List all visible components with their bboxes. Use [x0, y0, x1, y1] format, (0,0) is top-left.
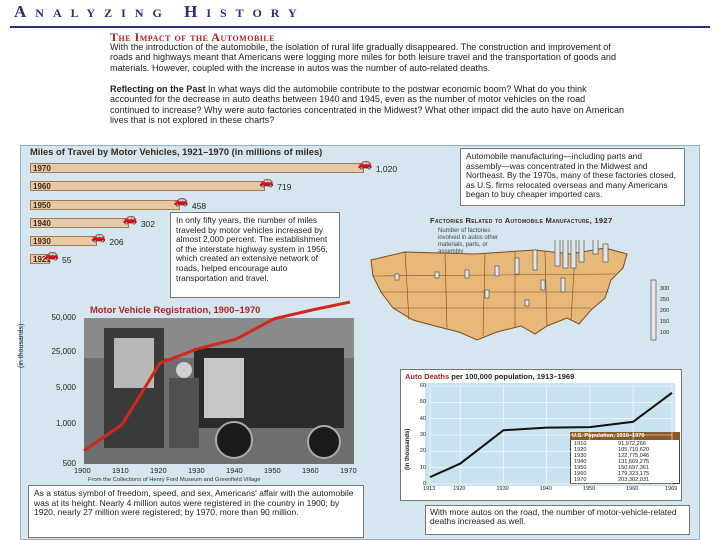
registration-y-tick: 25,000 — [51, 347, 76, 356]
car-icon: 🚗 — [259, 174, 275, 188]
deaths-note: With more autos on the road, the number of motor-vehicle-related deaths increased as well. — [425, 505, 690, 535]
legend-label: 300 — [660, 286, 670, 292]
manufacturing-note: Automobile manufacturing—including parts and assembly—was concentrated in the Midwest and Northeast. By the 1970s, many of these factories closed, as U.S. firms relocated overseas and many Americans began to buy cheaper imported cars. — [460, 148, 685, 206]
population-value: 105,710,620 — [618, 447, 650, 453]
auto-deaths-title-rest: per 100,000 population, 1913–1969 — [451, 372, 575, 381]
registration-y-tick: 1,000 — [55, 419, 76, 428]
travel-bar-year: 1921 — [33, 255, 51, 264]
travel-bar-year: 1930 — [33, 237, 51, 246]
auto-deaths-x-tick: 1913 — [423, 486, 436, 492]
travel-bar-year: 1970 — [33, 164, 51, 173]
population-year: 1970 — [574, 477, 587, 483]
travel-bar — [30, 200, 180, 210]
reflecting-paragraph — [110, 84, 625, 126]
travel-bar-value: 302 — [140, 219, 156, 229]
travel-bar — [30, 181, 265, 191]
map-legend — [651, 280, 656, 340]
auto-deaths-title — [405, 372, 574, 381]
travel-bar-value: 1,020 — [375, 164, 398, 174]
auto-deaths-y-label: (in thousands) — [405, 428, 411, 470]
legend-label: 250 — [660, 297, 670, 303]
auto-deaths-title-lead: Auto Deaths — [405, 372, 450, 381]
reflecting-text: In what ways did the automobile contribute to the postwar economic boom? What do you think accounted for the decrease in auto deaths between 1940 and 1945, even as the number of motor vehicles on the road continued to increase? Why were auto factories concentrated in the Midwest? What other impact did the auto have on American lives that is not explored in these charts? — [110, 84, 625, 126]
registration-y-label: (in thousands) — [18, 323, 25, 368]
registration-x-tick: 1960 — [302, 466, 319, 475]
auto-deaths-x-tick: 1969 — [665, 486, 678, 492]
travel-bar-value: 719 — [277, 182, 292, 192]
population-value: 179,323,175 — [618, 471, 650, 477]
car-icon: 🚗 — [173, 193, 189, 207]
auto-deaths-y-tick: 0 — [422, 481, 426, 487]
auto-deaths-y-tick: 40 — [419, 415, 426, 422]
map-subtitle: Number of factories involved in autos other materials, parts, or assembly — [438, 228, 499, 255]
population-year: 1950 — [574, 465, 587, 471]
auto-deaths-y-tick: 30 — [419, 432, 426, 438]
travel-bar-year: 1950 — [33, 201, 51, 210]
auto-deaths-y-tick: 50 — [419, 399, 426, 406]
auto-deaths-x-tick: 1930 — [496, 486, 509, 492]
travel-bar-value: 55 — [62, 255, 72, 265]
status-note: As a status symbol of freedom, speed, and sex, Americans' affair with the automobile was at its height. Nearly 4 million autos were registered in the country in 1900; by 1920, nearly 27 million were registered; by 1970, more than 90 million. — [28, 485, 364, 538]
auto-deaths-x-tick: 1920 — [453, 486, 466, 492]
auto-deaths-y-tick: 10 — [419, 464, 426, 471]
population-year: 1930 — [574, 453, 587, 459]
population-year: 1920 — [574, 447, 587, 453]
registration-x-tick: 1970 — [340, 466, 357, 475]
registration-chart-title: Motor Vehicle Registration, 1900–1970 — [90, 304, 261, 315]
population-year: 1940 — [574, 459, 587, 465]
registration-y-tick: 5,000 — [55, 383, 76, 392]
population-year: 1960 — [574, 471, 587, 477]
auto-deaths-x-tick: 1940 — [539, 486, 552, 492]
registration-y-tick: 50,000 — [51, 313, 76, 322]
legend-label: 200 — [660, 308, 670, 314]
registration-x-tick: 1900 — [74, 466, 91, 475]
auto-deaths-x-tick: 1960 — [626, 486, 639, 492]
travel-bar-year: 1940 — [33, 219, 51, 228]
population-value: 122,775,046 — [618, 453, 650, 459]
photo-credit: From the Collections of Henry Ford Museum and Greenfield Village — [88, 477, 261, 483]
map-title: Factories Related to Automobile Manufacture, 1927 — [430, 216, 613, 225]
auto-deaths-y-tick: 20 — [419, 448, 426, 455]
registration-x-tick: 1910 — [112, 466, 129, 475]
miles-chart-title: Miles of Travel by Motor Vehicles, 1921–1970 (in millions of miles) — [30, 146, 323, 157]
registration-x-tick: 1950 — [264, 466, 281, 475]
page-title: Analyzing History — [14, 2, 306, 21]
population-table-title: U.S. Population, 1910–1970 — [570, 432, 680, 440]
us-map-land — [371, 248, 627, 340]
reflecting-label: Reflecting on the Past — [110, 84, 206, 94]
car-icon: 🚗 — [357, 156, 373, 170]
auto-deaths-y-tick: 60 — [419, 383, 426, 389]
car-icon: 🚗 — [91, 229, 107, 243]
intro-paragraph: With the introduction of the automobile, the isolation of rural life gradually disappeared. The construction and improvement of roads and highways meant that Americans were logging more miles for both leisure travel and the transportation of goods and materials. However, coupled with the increase in autos was the number of auto-related deaths. — [110, 42, 616, 73]
population-year: 1910 — [574, 441, 587, 447]
travel-bar-value: 206 — [109, 237, 124, 247]
car-icon: 🚗 — [122, 211, 138, 225]
travel-bar — [30, 163, 364, 173]
population-value: 131,669,275 — [618, 459, 650, 465]
registration-x-tick: 1920 — [150, 466, 167, 475]
miles-note: In only fifty years, the number of miles traveled by motor vehicles increased by almost 2,000 percent. The establishment of the interstate highway system in 1956, which created an extensive network of roads, helped encourage auto transportation and travel. — [170, 212, 340, 298]
travel-bar-year: 1960 — [33, 182, 51, 191]
section-title: The Impact of the Automobile — [110, 30, 276, 44]
us-factory-map — [365, 240, 677, 344]
registration-x-tick: 1930 — [188, 466, 205, 475]
model-t-photo — [84, 318, 354, 464]
registration-y-tick: 500 — [62, 459, 76, 468]
registration-x-tick: 1940 — [226, 466, 243, 475]
legend-label: 100 — [660, 330, 670, 336]
car-icon: 🚗 — [44, 247, 59, 261]
population-value: 150,697,361 — [618, 465, 650, 471]
legend-label: 150 — [660, 319, 670, 325]
auto-deaths-x-tick: 1950 — [582, 486, 596, 492]
travel-bar-value: 458 — [191, 201, 207, 211]
population-value: 203,302,031 — [618, 477, 650, 483]
population-value: 91,972,266 — [618, 441, 646, 447]
header-rule — [10, 26, 710, 28]
